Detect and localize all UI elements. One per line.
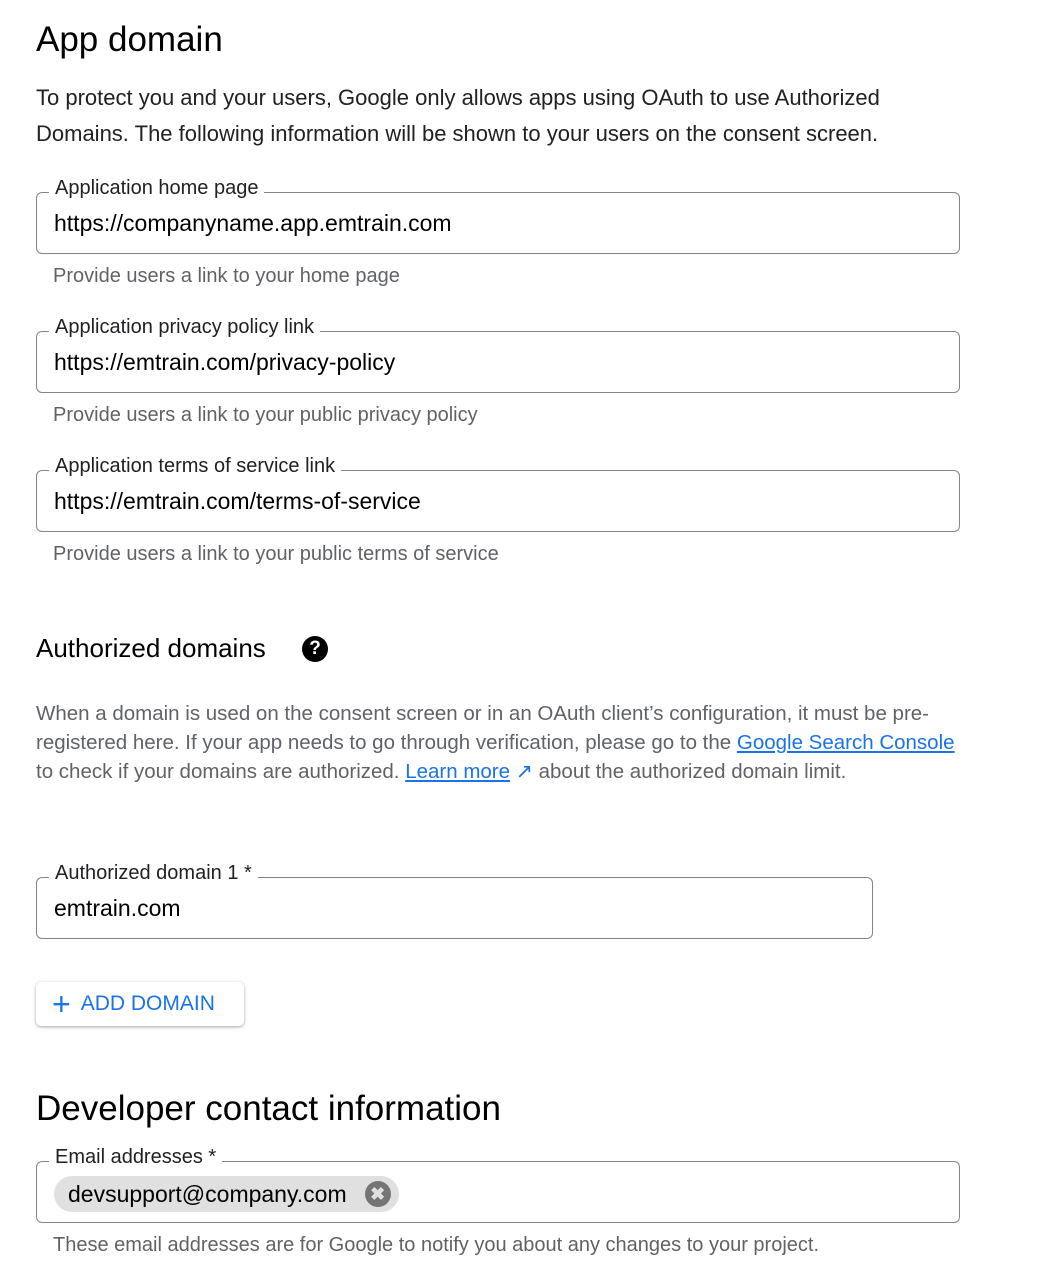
field-value[interactable]: https://emtrain.com/privacy-policy [54,349,396,375]
helper-text: Provide users a link to your public terms of service [53,543,499,565]
field-value[interactable]: https://emtrain.com/terms-of-service [54,488,421,514]
field-value[interactable]: https://companyname.app.emtrain.com [54,210,452,236]
authorized-domains-heading: Authorized domains [36,633,266,663]
home-page-field[interactable] [36,177,960,254]
google-search-console-link[interactable]: Google Search Console [736,731,955,754]
field-label: Application terms of service link [49,455,341,478]
field-label: Application home page [49,177,264,200]
helper-text: Provide users a link to your home page [53,265,400,287]
terms-of-service-field[interactable] [36,455,960,532]
authorized-domain-field[interactable] [36,862,873,939]
privacy-policy-field[interactable] [36,316,960,393]
email-addresses-field[interactable] [36,1146,960,1223]
text: about the authorized domain limit. [532,760,847,783]
help-circle-icon[interactable]: ? [302,636,328,662]
text: to check if your domains are authorized. [36,760,406,783]
learn-more-link[interactable]: Learn more [405,760,511,783]
field-label: Authorized domain 1 * [49,862,258,885]
authorized-domains-description [36,699,956,786]
add-domain-label: ADD DOMAIN [80,992,215,1015]
page-title: App domain [36,20,223,59]
field-value[interactable]: emtrain.com [54,895,181,921]
intro-text: To protect you and your users, Google only allows apps using OAuth to use Authorized Domains. The following information will be shown to your users on the consent screen. [36,85,880,146]
email-chip [54,1176,399,1212]
chip-label: devsupport@company.com [68,1180,347,1207]
helper-text: Provide users a link to your public privacy policy [53,404,478,426]
field-label: Email addresses * [49,1146,222,1169]
developer-contact-heading: Developer contact information [36,1089,501,1128]
plus-icon: + [52,986,71,1022]
remove-chip-icon[interactable]: ✖ [365,1181,391,1207]
text: When a domain is used on the consent screen or in an OAuth client’s configuration, it must be pre-registered here. If your app needs to go through verification, please go to the [36,702,930,754]
field-label: Application privacy policy link [49,316,320,339]
add-domain-button[interactable] [36,982,244,1026]
helper-text: These email addresses are for Google to notify you about any changes to your project. [53,1234,819,1256]
external-link-icon: ↗ [510,760,533,783]
